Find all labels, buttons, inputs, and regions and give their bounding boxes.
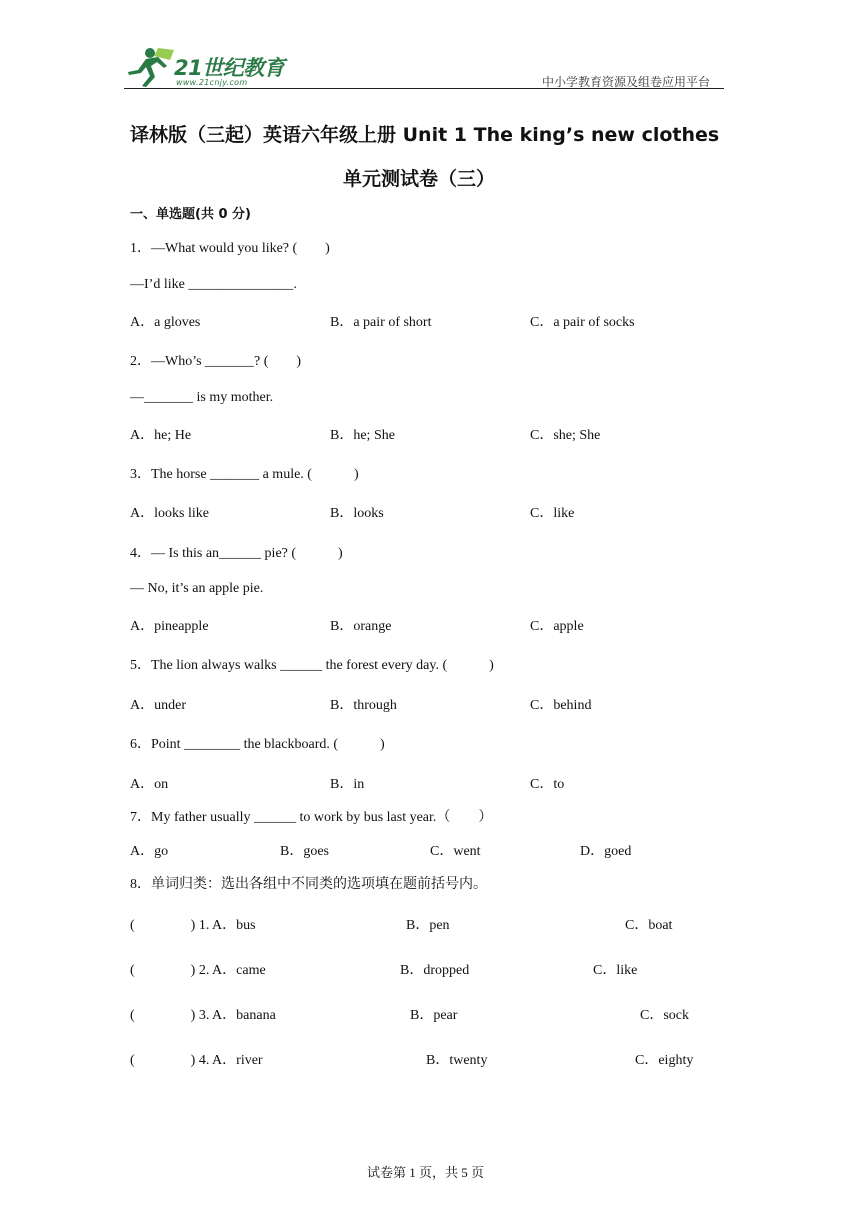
q8-row-4-bracket[interactable]: ( ) 4. A．river xyxy=(130,1053,263,1068)
question-7-stem: 7．My father usually ______ to work by bus last year.（ ） xyxy=(130,810,493,825)
question-6-option-a[interactable]: A．on xyxy=(130,777,169,792)
question-1-stem: 1．—What would you like? ( ) xyxy=(130,241,330,256)
logo-url: www.21cnjy.com xyxy=(176,78,248,87)
logo xyxy=(124,44,294,90)
question-5-option-a[interactable]: A．under xyxy=(130,698,186,713)
logo-text: 21世纪教育 xyxy=(174,56,285,80)
question-6-option-c[interactable]: C．to xyxy=(530,777,565,792)
question-7-option-c[interactable]: C．went xyxy=(430,844,481,859)
question-2-stem: 2．—Who’s _______? ( ) xyxy=(130,354,302,369)
question-1-option-c[interactable]: C．a pair of socks xyxy=(530,315,635,330)
question-2-answer-line: —_______ is my mother. xyxy=(130,390,274,405)
q8-row-3-option-b: B．pear xyxy=(410,1008,458,1023)
question-6-stem: 6．Point ________ the blackboard. ( ) xyxy=(130,737,385,752)
question-2-option-c[interactable]: C．she; She xyxy=(530,428,601,443)
question-2-option-a[interactable]: A．he; He xyxy=(130,428,192,443)
q8-row-1-bracket[interactable]: ( ) 1. A．bus xyxy=(130,918,256,933)
section-heading: 一、单选题(共 0 分) xyxy=(130,207,251,222)
question-4-option-b[interactable]: B．orange xyxy=(330,619,392,634)
question-7-option-d[interactable]: D．goed xyxy=(580,844,632,859)
question-7-option-b[interactable]: B．goes xyxy=(280,844,329,859)
q8-row-1-option-b: B．pen xyxy=(406,918,450,933)
q8-row-4-option-c: C．eighty xyxy=(635,1053,694,1068)
question-2-option-b[interactable]: B．he; She xyxy=(330,428,395,443)
question-3-option-a[interactable]: A．looks like xyxy=(130,506,209,521)
question-5-option-c[interactable]: C．behind xyxy=(530,698,592,713)
q8-row-4-option-b: B．twenty xyxy=(426,1053,488,1068)
question-3-option-b[interactable]: B．looks xyxy=(330,506,384,521)
question-1-option-a[interactable]: A．a gloves xyxy=(130,315,201,330)
q8-row-3-bracket[interactable]: ( ) 3. A．banana xyxy=(130,1008,276,1023)
question-6-option-b[interactable]: B．in xyxy=(330,777,365,792)
q8-row-2-option-b: B．dropped xyxy=(400,963,470,978)
page-title-line1: 译林版（三起）英语六年级上册 Unit 1 The king’s new clothes xyxy=(130,124,720,146)
question-1-option-b[interactable]: B．a pair of short xyxy=(330,315,432,330)
q8-row-2-option-c: C．like xyxy=(593,963,638,978)
question-3-stem: 3．The horse _______ a mule. ( ) xyxy=(130,467,359,482)
page-footer: 试卷第 1 页，共 5 页 xyxy=(367,1165,485,1180)
question-5-option-b[interactable]: B．through xyxy=(330,698,397,713)
question-7-option-a[interactable]: A．go xyxy=(130,844,169,859)
q8-row-2-bracket[interactable]: ( ) 2. A．came xyxy=(130,963,266,978)
question-4-option-c[interactable]: C．apple xyxy=(530,619,584,634)
question-5-stem: 5．The lion always walks ______ the forest every day. ( ) xyxy=(130,658,494,673)
question-4-answer-line: — No, it’s an apple pie. xyxy=(130,581,264,596)
q8-row-3-option-c: C．sock xyxy=(640,1008,689,1023)
q8-row-1-option-c: C．boat xyxy=(625,918,673,933)
question-8-stem: 8．单词归类：选出各组中不同类的选项填在题前括号内。 xyxy=(130,877,487,892)
question-1-answer-line: —I’d like _______________. xyxy=(130,277,297,292)
header-divider xyxy=(124,88,724,89)
question-4-option-a[interactable]: A．pineapple xyxy=(130,619,209,634)
question-3-option-c[interactable]: C．like xyxy=(530,506,575,521)
question-4-stem: 4．— Is this an______ pie? ( ) xyxy=(130,546,343,561)
running-figure-icon xyxy=(124,46,176,88)
header-platform-text: 中小学教育资源及组卷应用平台 xyxy=(542,75,711,89)
page-title-line2: 单元测试卷（三） xyxy=(343,168,496,190)
